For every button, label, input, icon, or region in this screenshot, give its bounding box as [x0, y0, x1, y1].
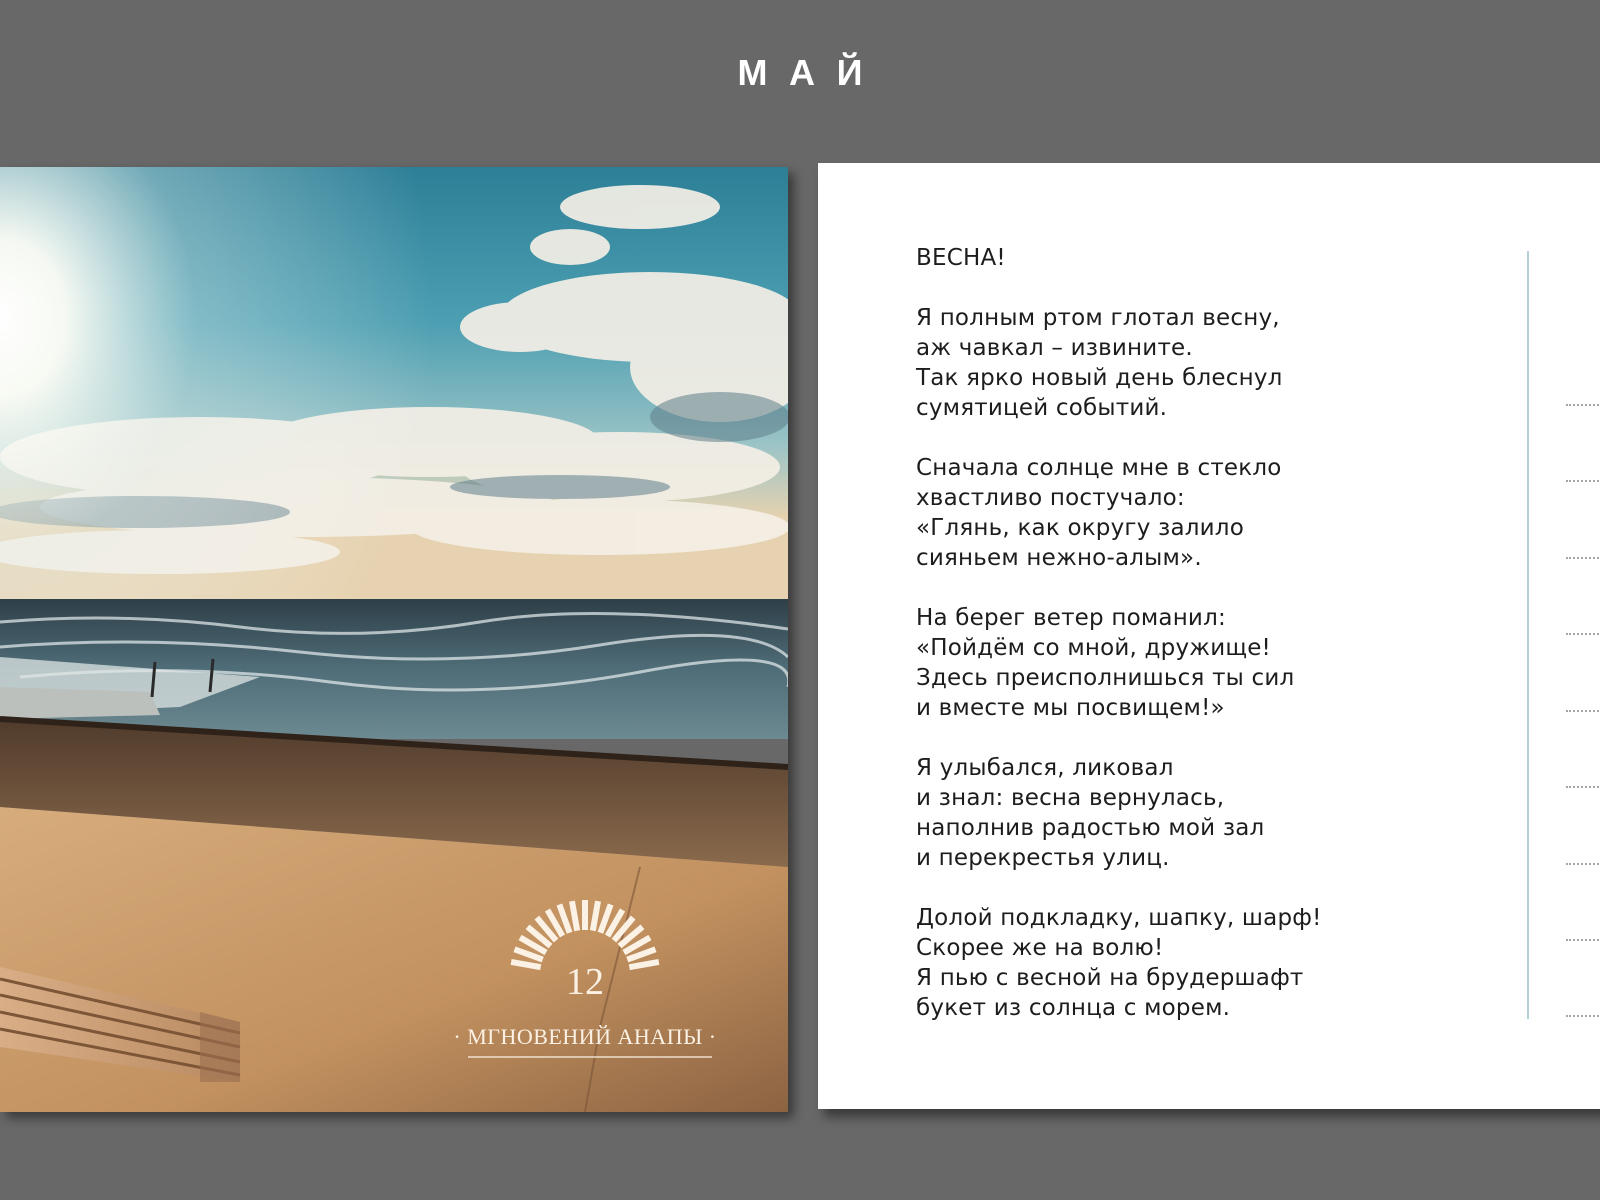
stanza-3: [916, 603, 1436, 723]
poem-line: и вместе мы посвищем!»: [916, 695, 1225, 721]
poem-line: Так ярко новый день блеснул: [916, 365, 1283, 391]
logo-text: · МГНОВЕНИЙ АНАПЫ ·: [453, 1024, 717, 1049]
page-title: МАЙ: [737, 52, 885, 93]
note-line: [1566, 939, 1600, 941]
poem-line: хвастливо постучало:: [916, 485, 1185, 511]
note-line: [1566, 1015, 1600, 1017]
beach-photo-illustration: [0, 167, 788, 1112]
poem-line: аж чавкал – извините.: [916, 335, 1193, 361]
poem-title: ВЕСНА!: [916, 245, 1006, 271]
poem-line: сумятицей событий.: [916, 395, 1168, 421]
stanza-4: [916, 753, 1436, 873]
note-line: [1566, 557, 1600, 559]
note-line: [1566, 786, 1600, 788]
note-line: [1566, 480, 1600, 482]
stanza-5: [916, 903, 1436, 1023]
poem-line: Я улыбался, ликовал: [916, 755, 1174, 781]
note-line: [1566, 863, 1600, 865]
poem-line: Скорее же на волю!: [916, 935, 1164, 961]
poem-card: [818, 163, 1600, 1109]
notes-divider: [1527, 251, 1529, 1019]
logo-number: 12: [566, 961, 604, 1003]
poem-line: и перекрестья улиц.: [916, 845, 1170, 871]
poem-line: Сначала солнце мне в стекло: [916, 455, 1282, 481]
poem-line: «Глянь, как округу залило: [916, 515, 1244, 541]
note-line: [1566, 710, 1600, 712]
stanza-1: [916, 303, 1436, 423]
note-line: [1566, 633, 1600, 635]
poem-line: и знал: весна вернулась,: [916, 785, 1225, 811]
beach-photo: [0, 167, 788, 1112]
poem: [916, 243, 1436, 1053]
stanza-2: [916, 453, 1436, 573]
note-line: [1566, 404, 1600, 406]
poem-line: На берег ветер поманил:: [916, 605, 1226, 631]
poem-line: Я пью с весной на брудершафт: [916, 965, 1304, 991]
poem-line: Я полным ртом глотал весну,: [916, 305, 1280, 331]
poem-line: «Пойдём со мной, дружище!: [916, 635, 1271, 661]
poem-line: Долой подкладку, шапку, шарф!: [916, 905, 1322, 931]
poem-line: букет из солнца с морем.: [916, 995, 1231, 1021]
poem-line: Здесь преисполнишься ты сил: [916, 665, 1295, 691]
poem-line: наполнив радостью мой зал: [916, 815, 1265, 841]
poem-line: сияньем нежно-алым».: [916, 545, 1202, 571]
